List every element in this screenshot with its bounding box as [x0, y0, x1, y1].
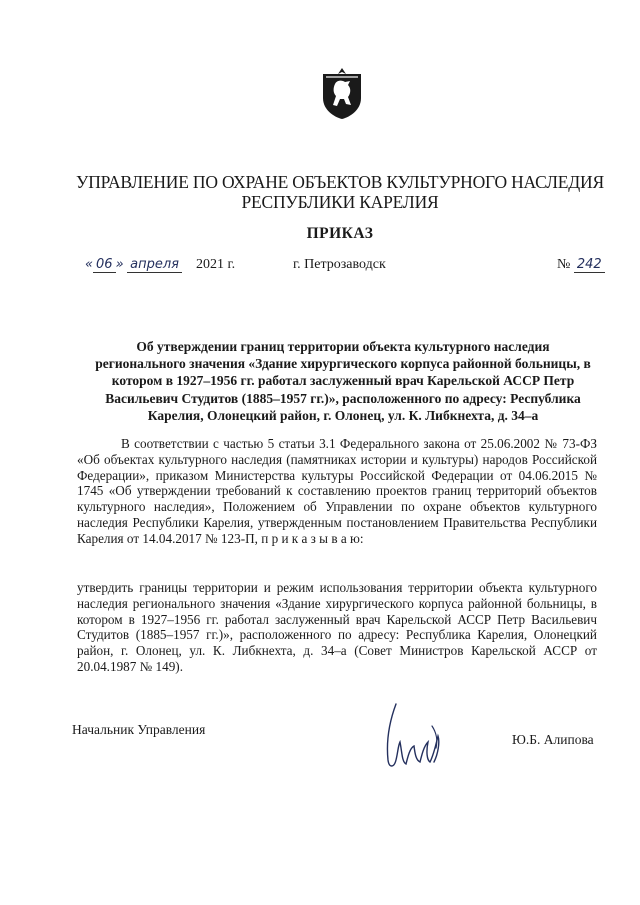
order-title: ПРИКАЗ — [306, 225, 374, 242]
org-line-2: РЕСПУБЛИКИ КАРЕЛИЯ — [241, 192, 439, 212]
number-prefix: № — [557, 257, 571, 272]
order-city: г. Петрозаводск — [293, 257, 386, 272]
handwritten-signature — [372, 702, 452, 772]
org-line-1: УПРАВЛЕНИЕ ПО ОХРАНЕ ОБЪЕКТОВ КУЛЬТУРНОГО НАСЛЕДИЯ — [76, 172, 604, 192]
order-number — [557, 257, 605, 273]
subject-line: регионального значения «Здание хирургического корпуса районной больницы, в — [95, 356, 591, 372]
signatory-name: Ю.Б. Алипова — [512, 732, 594, 747]
order-date — [85, 257, 182, 273]
date-year: 2021 г. — [196, 257, 236, 272]
subject-line: Карелия, Олонецкий район, г. Олонец, ул. К. Либкнехта, д. 34–а — [147, 407, 539, 423]
date-day: 06 — [93, 257, 116, 273]
signatory-title: Начальник Управления — [72, 722, 206, 737]
preamble-paragraph: В соответствии с частью 5 статьи 3.1 Федерального закона от 25.06.2002 № 73-ФЗ «Об объектах культурного наследия (памятниках истории и культуры) народов Российской Федерации», приказом Министерства культуры Российской Федерации от 04.06.2015 № 1745 «Об утверждении требований к составлению проектов границ территорий объектов культурного наследия», Положением об Управлении по охране объектов культурного наследия Республики Карелия, утвержденным постановлением Правительства Республики Карелия от 14.04.2017 № 123-П, п р и к а з ы в а ю: — [77, 436, 597, 546]
subject-line: Об утверждении границ территории объекта культурного наследия — [136, 339, 550, 354]
quote-close: » — [115, 257, 124, 272]
organization-name — [60, 172, 620, 212]
date-month: апреля — [127, 257, 182, 273]
subject-line: Васильевич Студитов (1885–1957 гг.)», расположенного по адресу: Республика — [105, 390, 581, 406]
quote-open: « — [85, 257, 94, 272]
resolution-paragraph: утвердить границы территории и режим использования территории объекта культурного наследия регионального значения «Здание хирургического корпуса районной больницы, в котором в 1927–1956 гг. работал заслуженный врач Карельской АССР Петр Васильевич Студитов (1885–1957 гг.)», расположенного по адресу: Республика Карелия, Олонецкий район, г. Олонец, ул. К. Либкнехта, д. 34–а (Совет Министров Карельской АССР от 20.04.1987 № 149). — [77, 580, 597, 674]
subject-line: котором в 1927–1956 гг. работал заслуженный врач Карельской АССР Петр — [111, 373, 575, 389]
number-value: 242 — [574, 257, 605, 273]
karelia-coat-of-arms-icon — [320, 68, 364, 120]
order-subject — [73, 338, 613, 424]
